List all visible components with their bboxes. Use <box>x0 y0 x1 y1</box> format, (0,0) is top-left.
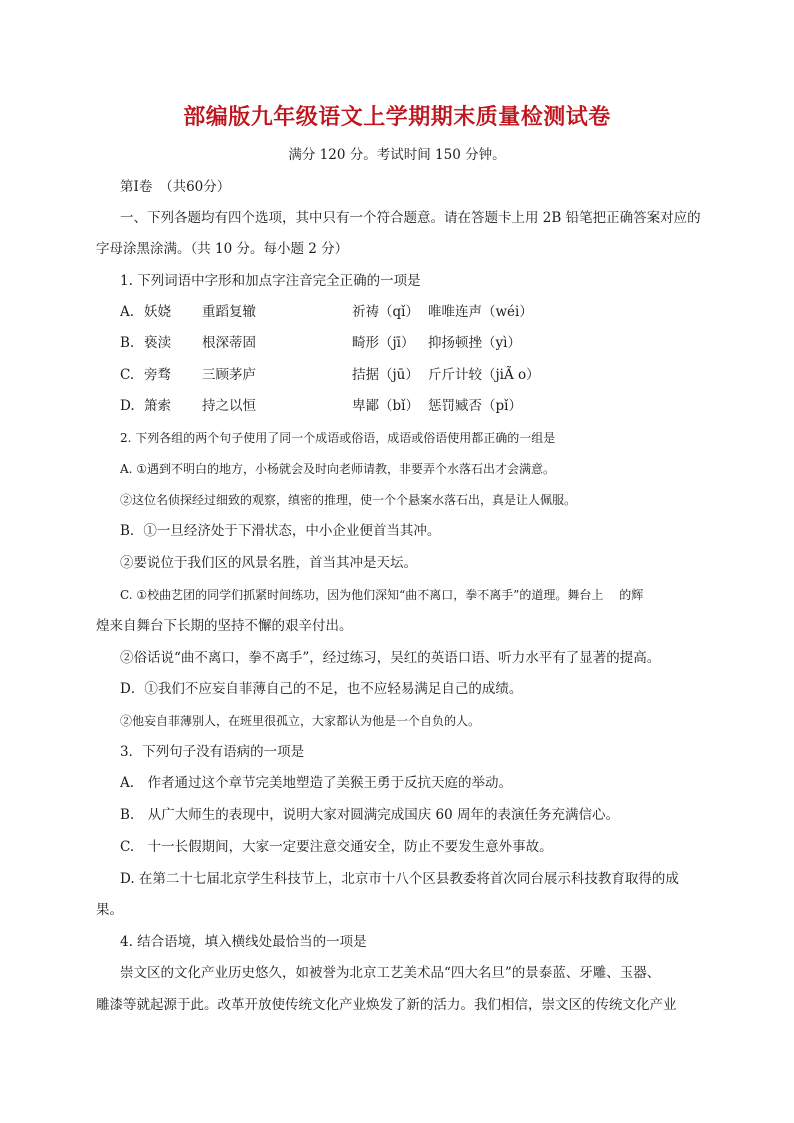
option-letter: D. <box>120 398 135 414</box>
option-word: 箫索 <box>144 398 171 414</box>
q2-option-c-1: C. ①校曲艺团的同学们抓紧时间练功，因为他们深知“曲不离口，拳不离手”的道理。舞台上 的辉 <box>120 588 644 602</box>
q3-option-d-cont: 果。 <box>96 902 123 918</box>
q2-option-b-1: B．①一旦经济处于下滑状态，中小企业便首当其冲。 <box>120 523 441 539</box>
q1-option-b <box>120 334 724 352</box>
option-letter: A. <box>120 304 135 320</box>
q2-stem: 2. 下列各组的两个句子使用了同一个成语或俗语，成语或俗语使用都正确的一组是 <box>120 431 556 445</box>
option-word: 妖娆 <box>144 304 171 320</box>
q3-option-d: D. 在第二十七届北京学生科技节上，北京市十八个区县教委将首次同台展示科技教育取得的成 <box>120 871 679 887</box>
instruction-line-1: 一、下列各题均有四个选项，其中只有一个符合题意。请在答题卡上用 2B 铅笔把正确答案对应的 <box>120 210 701 226</box>
option-letter: C. <box>120 367 135 383</box>
option-word: 斤斤计较（jiÃ o） <box>428 367 540 383</box>
option-word: 重蹈复辙 <box>202 304 256 320</box>
option-word: 三顾茅庐 <box>202 367 256 383</box>
q4-passage-line-2: 雕漆等就起源于此。改革开放使传统文化产业焕发了新的活力。我们相信，崇文区的传统文化产业 <box>96 997 677 1013</box>
option-word: 唯唯连声（wéi） <box>428 304 533 320</box>
q2-option-a-1: A. ①遇到不明白的地方，小杨就会及时向老师请教，非要弄个水落石出才会满意。 <box>120 462 556 476</box>
option-word: 拮据（jū） <box>352 367 419 383</box>
option-word: 畸形（jī） <box>352 335 415 351</box>
q2-option-d-2: ②他妄自菲薄别人，在班里很孤立，大家都认为他是一个自负的人。 <box>120 714 481 728</box>
q2-option-c-1-cont: 煌来自舞台下长期的坚持不懈的艰辛付出。 <box>96 618 353 634</box>
exam-title: 部编版九年级语文上学期期末质量检测试卷 <box>183 104 611 130</box>
option-word: 惩罚臧否（pǐ） <box>428 398 522 414</box>
q1-stem: 1. 下列词语中字形和加点字注音完全正确的一项是 <box>120 273 421 289</box>
q3-option-c: C. 十一长假期间，大家一定要注意交通安全，防止不要发生意外事故。 <box>120 839 553 855</box>
q3-option-b: B. 从广大师生的表现中，说明大家对圆满完成国庆 60 周年的表演任务充满信心。 <box>120 807 619 823</box>
exam-subtitle: 满分 120 分。考试时间 150 分钟。 <box>288 147 506 163</box>
q2-option-b-2: ②要说位于我们区的风景名胜，首当其冲是天坛。 <box>120 555 417 571</box>
option-word: 持之以恒 <box>202 398 256 414</box>
q3-option-a: A. 作者通过这个章节完美地塑造了美猴王勇于反抗天庭的举动。 <box>120 775 513 791</box>
option-word: 旁骛 <box>144 367 171 383</box>
q1-option-d <box>120 397 724 415</box>
option-word: 卑鄙（bǐ） <box>352 398 419 414</box>
q1-option-a <box>120 303 724 321</box>
q3-stem: 3．下列句子没有语病的一项是 <box>120 744 305 760</box>
section-heading: 第Ⅰ卷 （共60分） <box>120 179 231 195</box>
option-word: 根深蒂固 <box>202 335 256 351</box>
q1-option-c <box>120 366 724 384</box>
option-letter: B. <box>120 335 135 351</box>
q4-stem: 4. 结合语境，填入横线处最恰当的一项是 <box>120 934 367 950</box>
q2-option-d-1: D．①我们不应妄自菲薄自己的不足，也不应轻易满足自己的成绩。 <box>120 681 523 697</box>
option-word: 亵渎 <box>144 335 171 351</box>
option-word: 抑扬顿挫（yì） <box>428 335 521 351</box>
instruction-line-2: 字母涂黑涂满。（共 10 分。每小题 2 分） <box>96 241 349 257</box>
q2-option-a-2: ②这位名侦探经过细致的观察，缜密的推理，使一个个悬案水落石出，真是让人佩服。 <box>120 493 577 507</box>
q2-option-c-2: ②俗话说“曲不离口，拳不离手”，经过练习，吴红的英语口语、听力水平有了显著的提高。 <box>120 650 661 666</box>
q4-passage-line-1: 崇文区的文化产业历史悠久，如被誉为北京工艺美术品“四大名旦”的景泰蓝、牙雕、玉器、 <box>120 965 661 981</box>
option-word: 祈祷（qǐ） <box>352 304 419 320</box>
